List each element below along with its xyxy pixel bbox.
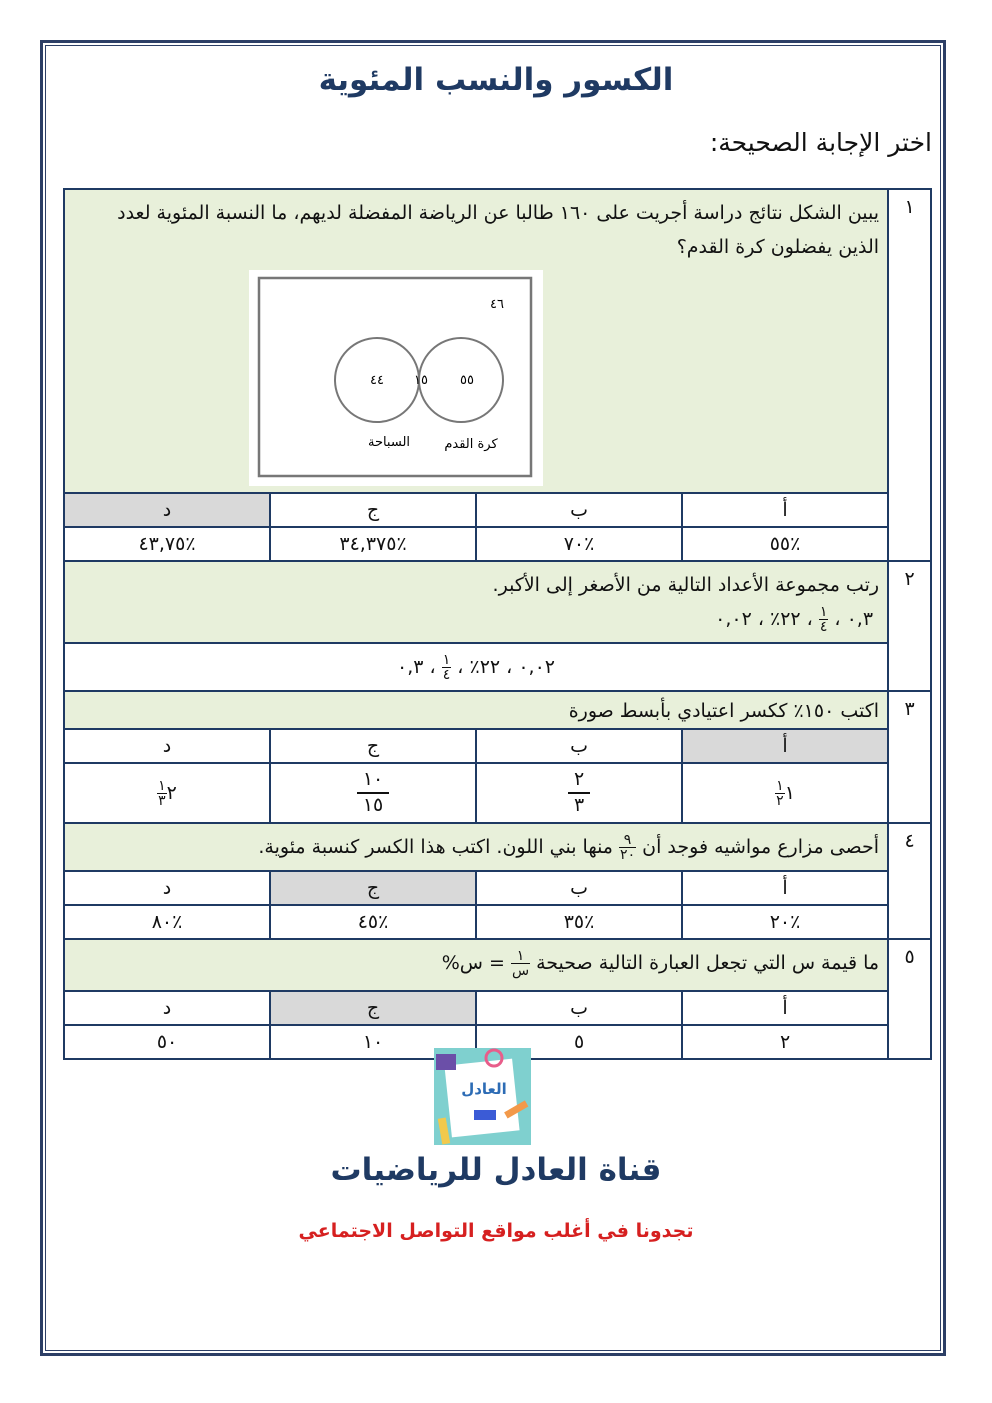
- q5-text-a: ما قيمة س التي تجعل العبارة التالية صحيحة: [536, 952, 880, 974]
- q1-answers-row: [64, 527, 931, 561]
- q1-stem-row: [64, 189, 931, 493]
- q4-frac-num: ٩: [619, 833, 636, 848]
- q4-text-b: منها بني اللون. اكتب هذا الكسر كنسبة مئوية.: [258, 836, 613, 858]
- q3-letters-row: [64, 729, 931, 763]
- venn-left-value: ٤٤: [370, 373, 384, 388]
- channel-logo: [434, 1048, 531, 1145]
- q3-answer-a[interactable]: [682, 763, 888, 823]
- venn-svg: [249, 270, 543, 486]
- q4-text-a: أحصى مزارع مواشيه فوجد أن: [642, 836, 880, 858]
- q3-answers-row: [64, 763, 931, 823]
- q2-number: ٢: [888, 561, 931, 691]
- q2-answer-fraction: [442, 653, 452, 682]
- q3-answer-d[interactable]: [64, 763, 270, 823]
- venn-both-value: ١٥: [414, 373, 428, 388]
- q5-answer-d[interactable]: ٥٠: [64, 1025, 270, 1059]
- venn-right-label: كرة القدم: [444, 437, 498, 452]
- q5-answer-a[interactable]: ٢: [682, 1025, 888, 1059]
- q3-b-frac: [568, 770, 590, 816]
- logo-tape-icon: [474, 1110, 496, 1120]
- q3-a-den: ٢: [776, 792, 784, 809]
- q4-letter-b: ب: [476, 871, 682, 905]
- q2-answer-row: [64, 643, 931, 691]
- q3-d-num: ١: [158, 777, 166, 794]
- q3-answer-c[interactable]: [270, 763, 476, 823]
- q2-text: رتب مجموعة الأعداد التالية من الأصغر إلى الأكبر.: [492, 574, 880, 596]
- logo-calculator-icon: [436, 1054, 456, 1070]
- q1-letter-c: ج: [270, 493, 476, 527]
- q1-letter-a: أ: [682, 493, 888, 527]
- q5-letter-c: ج: [270, 991, 476, 1025]
- q5-answer-b[interactable]: ٥: [476, 1025, 682, 1059]
- q4-frac-den: ٢٠: [620, 847, 636, 863]
- q1-letter-d: د: [64, 493, 270, 527]
- q4-fraction: [619, 833, 636, 862]
- q5-letter-d: د: [64, 991, 270, 1025]
- q1-text: يبين الشكل نتائج دراسة أجريت على ١٦٠ طالبا عن الرياضة المفضلة لديهم، ما النسبة المئوية لعدد الذين يفضلون كرة القدم؟: [117, 202, 880, 258]
- q4-letter-d: د: [64, 871, 270, 905]
- q5-letter-a: أ: [682, 991, 888, 1025]
- q2-frac-num: ١: [819, 604, 828, 620]
- q4-answers-row: [64, 905, 931, 939]
- q2-answer-b: ، ٠,٣: [397, 655, 436, 678]
- q3-b-den: ٣: [573, 793, 585, 816]
- q3-c-den: ١٥: [362, 793, 384, 816]
- q3-a-frac: [775, 779, 785, 808]
- q2-answer-frac-num: ١: [442, 651, 451, 668]
- logo-text: العادل: [461, 1080, 507, 1098]
- q4-stem-row: [64, 823, 931, 871]
- q1-answer-b[interactable]: ٪٧٠: [476, 527, 682, 561]
- q2-items: [73, 602, 879, 636]
- q1-stem: [64, 189, 888, 493]
- logo-svg: [434, 1048, 531, 1145]
- q3-b-num: ٢: [568, 770, 590, 794]
- q1-answer-a[interactable]: ٪٥٥: [682, 527, 888, 561]
- q3-letter-c: ج: [270, 729, 476, 763]
- q1-answer-c[interactable]: ٪٣٤,٣٧٥: [270, 527, 476, 561]
- q2-answer[interactable]: [64, 643, 888, 691]
- q2-fraction: [819, 605, 829, 634]
- q4-answer-a[interactable]: ٪٢٠: [682, 905, 888, 939]
- q3-stem: اكتب ١٥٠٪ ككسر اعتيادي بأبسط صورة: [64, 691, 888, 729]
- venn-right-value: ٥٥: [460, 373, 474, 388]
- q3-stem-row: [64, 691, 931, 729]
- q5-number: ٥: [888, 939, 931, 1059]
- q3-number: ٣: [888, 691, 931, 823]
- q5-fraction: [511, 949, 530, 978]
- q5-frac-num: ١: [511, 949, 530, 964]
- q1-number: ١: [888, 189, 931, 561]
- q3-c-frac: [357, 770, 389, 816]
- q3-letter-a: أ: [682, 729, 888, 763]
- q4-letter-a: أ: [682, 871, 888, 905]
- q4-letter-c: ج: [270, 871, 476, 905]
- q1-letters-row: [64, 493, 931, 527]
- q5-letters-row: [64, 991, 931, 1025]
- q2-items-a: ٠,٣ ،: [834, 608, 874, 630]
- q5-frac-den: س: [511, 963, 530, 979]
- q3-d-frac: [157, 779, 167, 808]
- q3-d-den: ٣: [158, 792, 166, 809]
- q2-frac-den: ٤: [819, 619, 828, 635]
- q2-answer-a: ٠,٠٢ ، ٢٢٪ ،: [457, 655, 555, 678]
- q4-letters-row: [64, 871, 931, 905]
- q2-answer-frac-den: ٤: [442, 666, 451, 683]
- q4-stem: [64, 823, 888, 871]
- q5-stem: [64, 939, 888, 991]
- q5-text-b: = س%: [441, 952, 505, 974]
- venn-left-label: السباحة: [367, 435, 411, 450]
- q3-a-num: ١: [776, 777, 784, 794]
- q3-answer-b[interactable]: [476, 763, 682, 823]
- q4-answer-b[interactable]: ٪٣٥: [476, 905, 682, 939]
- q3-a-whole: ١: [784, 781, 795, 804]
- channel-name: قناة العادل للرياضيات: [330, 1152, 662, 1188]
- q2-stem-row: [64, 561, 931, 643]
- q4-answer-c[interactable]: ٪٤٥: [270, 905, 476, 939]
- questions-table: [63, 188, 932, 1060]
- q1-answer-d[interactable]: ٪٤٣,٧٥: [64, 527, 270, 561]
- q2-items-b: ، ٢٢٪ ، ٠,٠٢: [715, 608, 813, 630]
- q5-answer-c[interactable]: ١٠: [270, 1025, 476, 1059]
- q1-letter-b: ب: [476, 493, 682, 527]
- q3-letter-d: د: [64, 729, 270, 763]
- page-title: الكسور والنسب المئوية: [318, 62, 674, 98]
- q5-letter-b: ب: [476, 991, 682, 1025]
- q2-stem: [64, 561, 888, 643]
- q3-c-num: ١٠: [357, 770, 389, 794]
- q4-number: ٤: [888, 823, 931, 939]
- instruction: اختر الإجابة الصحيحة:: [709, 128, 932, 157]
- q5-stem-row: [64, 939, 931, 991]
- venn-diagram: [249, 270, 543, 486]
- follow-text: تجدونا في أغلب مواقع التواصل الاجتماعي: [298, 1220, 694, 1242]
- venn-outside-value: ٤٦: [490, 297, 504, 312]
- q4-answer-d[interactable]: ٪٨٠: [64, 905, 270, 939]
- q3-d-whole: ٢: [166, 781, 177, 804]
- logo-paper: [444, 1059, 519, 1138]
- q3-letter-b: ب: [476, 729, 682, 763]
